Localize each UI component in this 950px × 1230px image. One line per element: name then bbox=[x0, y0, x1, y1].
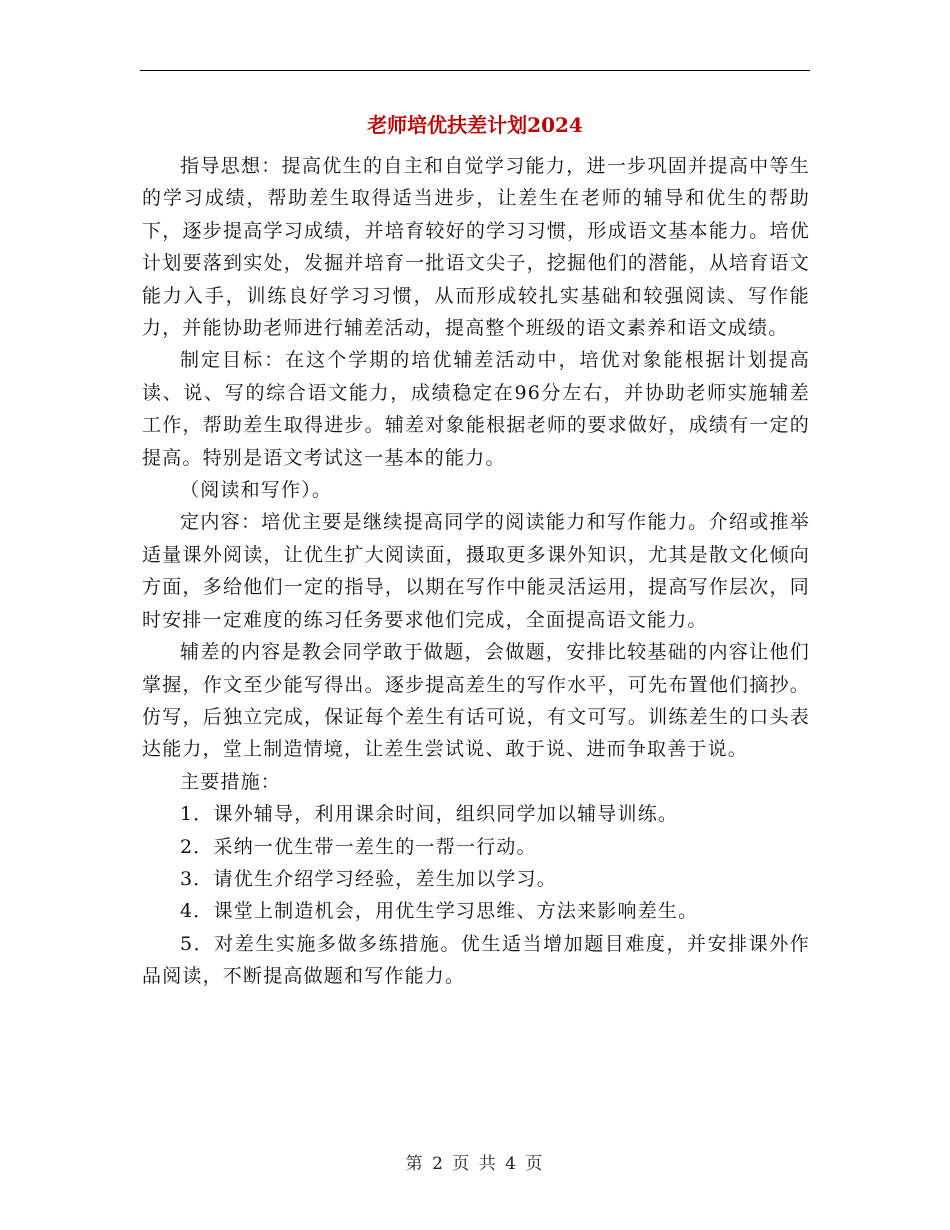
paragraph-goals: 制定目标：在这个学期的培优辅差活动中，培优对象能根据计划提高读、说、写的综合语文能力，成绩稳定在96分左右，并协助老师实施辅差工作，帮助差生取得进步。辅差对象能根据老师的要求做好，成绩有一定的提高。特别是语文考试这一基本的能力。 bbox=[142, 349, 810, 469]
paragraph-measures-heading: 主要措施： bbox=[180, 770, 282, 793]
paragraph-content: 定内容：培优主要是继续提高同学的阅读能力和写作能力。介绍或推举适量课外阅读，让优生扩大阅读面，摄取更多课外知识，尤其是散文化倾向方面，多给他们一定的指导，以期在写作中能灵活运用，提高写作层次，同时安排一定难度的练习任务要求他们完成，全面提高语文能力。 bbox=[142, 511, 810, 631]
page-number-footer: 第 2 页 共 4 页 bbox=[405, 1154, 545, 1174]
list-item-measure-3: 3．请优生介绍学习经验，差生加以学习。 bbox=[180, 867, 557, 890]
list-item-measure-4: 4．课堂上制造机会，用优生学习思维、方法来影响差生。 bbox=[180, 900, 699, 923]
paragraph-remedial-content: 辅差的内容是教会同学敢于做题，会做题，安排比较基础的内容让他们掌握，作文至少能写得出。逐步提高差生的写作水平，可先布置他们摘抄。仿写，后独立完成，保证每个差生有话可说，有文可写。训练差生的口头表达能力，堂上制造情境，让差生尝试说、敢于说、进而争取善于说。 bbox=[142, 641, 810, 761]
list-item-measure-2: 2．采纳一优生带一差生的一帮一行动。 bbox=[180, 835, 537, 858]
list-item-measure-5: 5．对差生实施多做多练措施。优生适当增加题目难度，并安排课外作品阅读，不断提高做题和写作能力。 bbox=[142, 932, 810, 988]
header-rule bbox=[140, 70, 810, 71]
paragraph-guiding-ideology: 指导思想：提高优生的自主和自觉学习能力，进一步巩固并提高中等生的学习成绩，帮助差生取得适当进步，让差生在老师的辅导和优生的帮助下，逐步提高学习成绩，并培育较好的学习习惯，形成语文基本能力。培优计划要落到实处，发掘并培育一批语文尖子，挖掘他们的潜能，从培育语文能力入手，训练良好学习习惯，从而形成较扎实基础和较强阅读、写作能力，并能协助老师进行辅差活动，提高整个班级的语文素养和语文成绩。 bbox=[142, 155, 810, 340]
list-item-measure-1: 1．课外辅导，利用课余时间，组织同学加以辅导训练。 bbox=[180, 803, 679, 826]
document-title: 老师培优扶差计划2024 bbox=[367, 113, 583, 137]
paragraph-reading-writing: （阅读和写作）。 bbox=[180, 479, 333, 502]
document-body bbox=[142, 150, 810, 993]
